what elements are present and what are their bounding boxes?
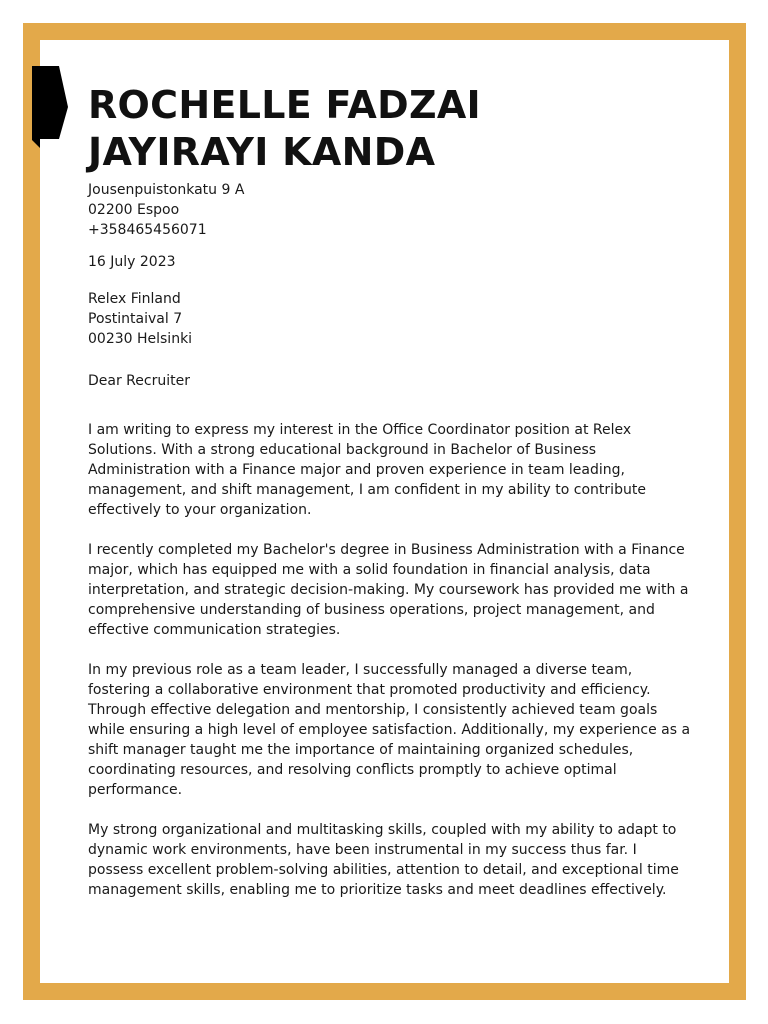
paragraph-line: effectively to your organization. xyxy=(88,502,312,518)
paragraph-line: management, and shift management, I am confident in my ability to contribute xyxy=(88,482,646,498)
paragraph-line: I recently completed my Bachelor's degree in Business Administration with a Finance xyxy=(88,542,685,558)
paragraph-line: performance. xyxy=(88,782,183,798)
paragraph-line: while ensuring a high level of employee satisfaction. Additionally, my experience as a xyxy=(88,722,691,738)
paragraph-line: dynamic work environments, have been instrumental in my success thus far. I xyxy=(88,842,637,858)
paragraph-line: comprehensive understanding of business operations, project management, and xyxy=(88,602,655,618)
sender-address xyxy=(88,180,688,240)
paragraph-4 xyxy=(88,820,688,900)
paragraph-line: coordinating resources, and resolving conflicts promptly to achieve optimal xyxy=(88,762,617,778)
sender-street: Jousenpuistonkatu 9 A xyxy=(88,182,245,198)
paragraph-line: Administration with a Finance major and proven experience in team leading, xyxy=(88,462,625,478)
recipient-street: Postintaival 7 xyxy=(88,311,183,327)
paragraph-2 xyxy=(88,540,688,640)
paragraph-1 xyxy=(88,420,688,520)
paragraph-line: In my previous role as a team leader, I successfully managed a diverse team, xyxy=(88,662,633,678)
paragraph-line: major, which has equipped me with a solid foundation in financial analysis, data xyxy=(88,562,651,578)
letter-content xyxy=(88,82,691,900)
paragraph-line: I am writing to express my interest in the Office Coordinator position at Relex xyxy=(88,422,632,438)
paragraph-line: effective communication strategies. xyxy=(88,622,341,638)
bookmark-tab-icon xyxy=(32,66,68,148)
paragraph-line: My strong organizational and multitasking skills, coupled with my ability to adapt to xyxy=(88,822,677,838)
recipient-postal-city: 00230 Helsinki xyxy=(88,331,193,347)
paragraph-line: Solutions. With a strong educational background in Bachelor of Business xyxy=(88,442,597,458)
salutation: Dear Recruiter xyxy=(88,373,190,389)
paragraph-line: management skills, enabling me to prioritize tasks and meet deadlines effectively. xyxy=(88,882,667,898)
paragraph-line: possess excellent problem-solving abilities, attention to detail, and exceptional time xyxy=(88,862,679,878)
paragraph-line: shift manager taught me the importance of maintaining organized schedules, xyxy=(88,742,634,758)
name-line-2: JAYIRAYI KANDA xyxy=(88,130,436,174)
paragraph-line: Through effective delegation and mentorship, I consistently achieved team goals xyxy=(88,702,658,718)
recipient-address xyxy=(88,289,688,349)
sender-postal-city: 02200 Espoo xyxy=(88,202,180,218)
name-line-1: ROCHELLE FADZAI xyxy=(88,83,481,127)
letter-date: 16 July 2023 xyxy=(88,254,176,270)
paragraph-line: interpretation, and strategic decision-making. My coursework has provided me with a xyxy=(88,582,689,598)
sender-phone: +358465456071 xyxy=(88,222,207,238)
paragraph-line: fostering a collaborative environment that promoted productivity and efficiency. xyxy=(88,682,651,698)
recipient-company: Relex Finland xyxy=(88,291,181,307)
applicant-name xyxy=(88,82,688,176)
paragraph-3 xyxy=(88,660,691,800)
